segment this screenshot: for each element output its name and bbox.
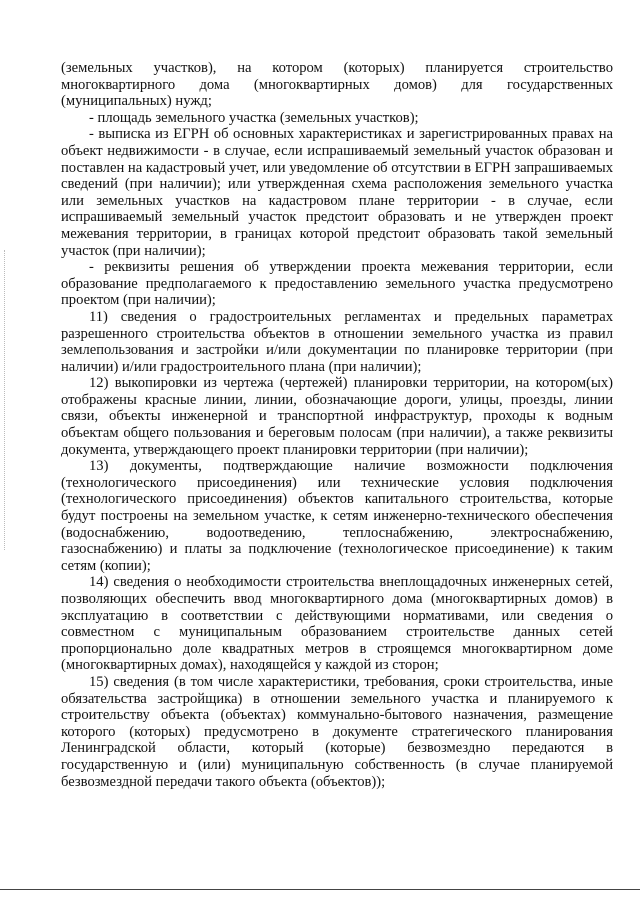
- page-bottom-rule: [0, 889, 640, 890]
- paragraph-continuation: (земельных участков), на котором (которых) планируется строительство многоквартирного дома (многоквартирных домов) для государственных (муниципальных) нужд;: [61, 60, 613, 110]
- paragraph-item-14: 14) сведения о необходимости строительства внеплощадочных инженерных сетей, позволяющих обеспечить ввод многоквартирного дома (многоквартирных домов) в эксплуатацию в соответствии с действующими нормативами, или сведения о совместном с муниципальным образованием строительстве данных сетей пропорционально доле квадратных метров в строящемся многоквартирном доме (многоквартирных домах), находящейся у каждой из сторон;: [61, 574, 613, 674]
- paragraph-item-15: 15) сведения (в том числе характеристики, требования, сроки строительства, иные обязательства застройщика) в отношении земельного участка и планируемого к строительству объекта (объектах) коммунально-бытового назначения, размещение которого (которых) предусмотрено в документе стратегического планирования Ленинградской области, который (которые) безвозмездно передаются в государственную и (или) муниципальную собственность (в случае планируемой безвозмездной передачи такого объекта (объектов));: [61, 673, 613, 790]
- paragraph-item-13: 13) документы, подтверждающие наличие возможности подключения (технологического присоединения) или технические условия подключения (технологического присоединения) объектов капитального строительства, которые будут построены на земельном участке, к сетям инженерно-технического обеспечения (водоснабжению, водоотведению, теплоснабжению, электроснабжению, газоснабжению) и платы за подключение (технологическое присоединение) к таким сетям (копии);: [61, 458, 613, 574]
- paragraph-item-12: 12) выкопировки из чертежа (чертежей) планировки территории, на котором(ых) отображены красные линии, линии, обозначающие дороги, улицы, проезды, линии связи, объекты инженерной и транспортной инфраструктур, проходы к водным объектам общего пользования и береговым полосам (при наличии), а также реквизиты документа, утверждающего проект планировки территории (при наличии);: [61, 375, 613, 458]
- document-body: [61, 60, 613, 790]
- paragraph-survey-project: - реквизиты решения об утверждении проекта межевания территории, если образование предполагаемого к предоставлению земельного участка предусмотрено проектом (при наличии);: [61, 259, 613, 309]
- paragraph-land-area: - площадь земельного участка (земельных участков);: [89, 109, 419, 126]
- paragraph-egrn-extract: - выписка из ЕГРН об основных характеристиках и зарегистрированных правах на объект недвижимости - в случае, если испрашиваемый земельный участок образован и поставлен на кадастровый учет, или уведомление об отсутствии в ЕГРН запрашиваемых сведений (при наличии); или утвержденная схема расположения земельного участка или земельных участков на кадастровом плане территории - в случае, если испрашиваемый земельный участок предстоит образовать и не утвержден проект межевания территории, в границах которой предстоит образовать такой земельный участок (при наличии);: [61, 126, 613, 259]
- scan-margin-marks: [4, 250, 6, 550]
- paragraph-item-11: 11) сведения о градостроительных регламентах и предельных параметрах разрешенного строительства объектов в отношении земельного участка из правил землепользования и застройки и/или документации по планировке территории (при наличии) и/или градостроительного плана (при наличии);: [61, 308, 613, 375]
